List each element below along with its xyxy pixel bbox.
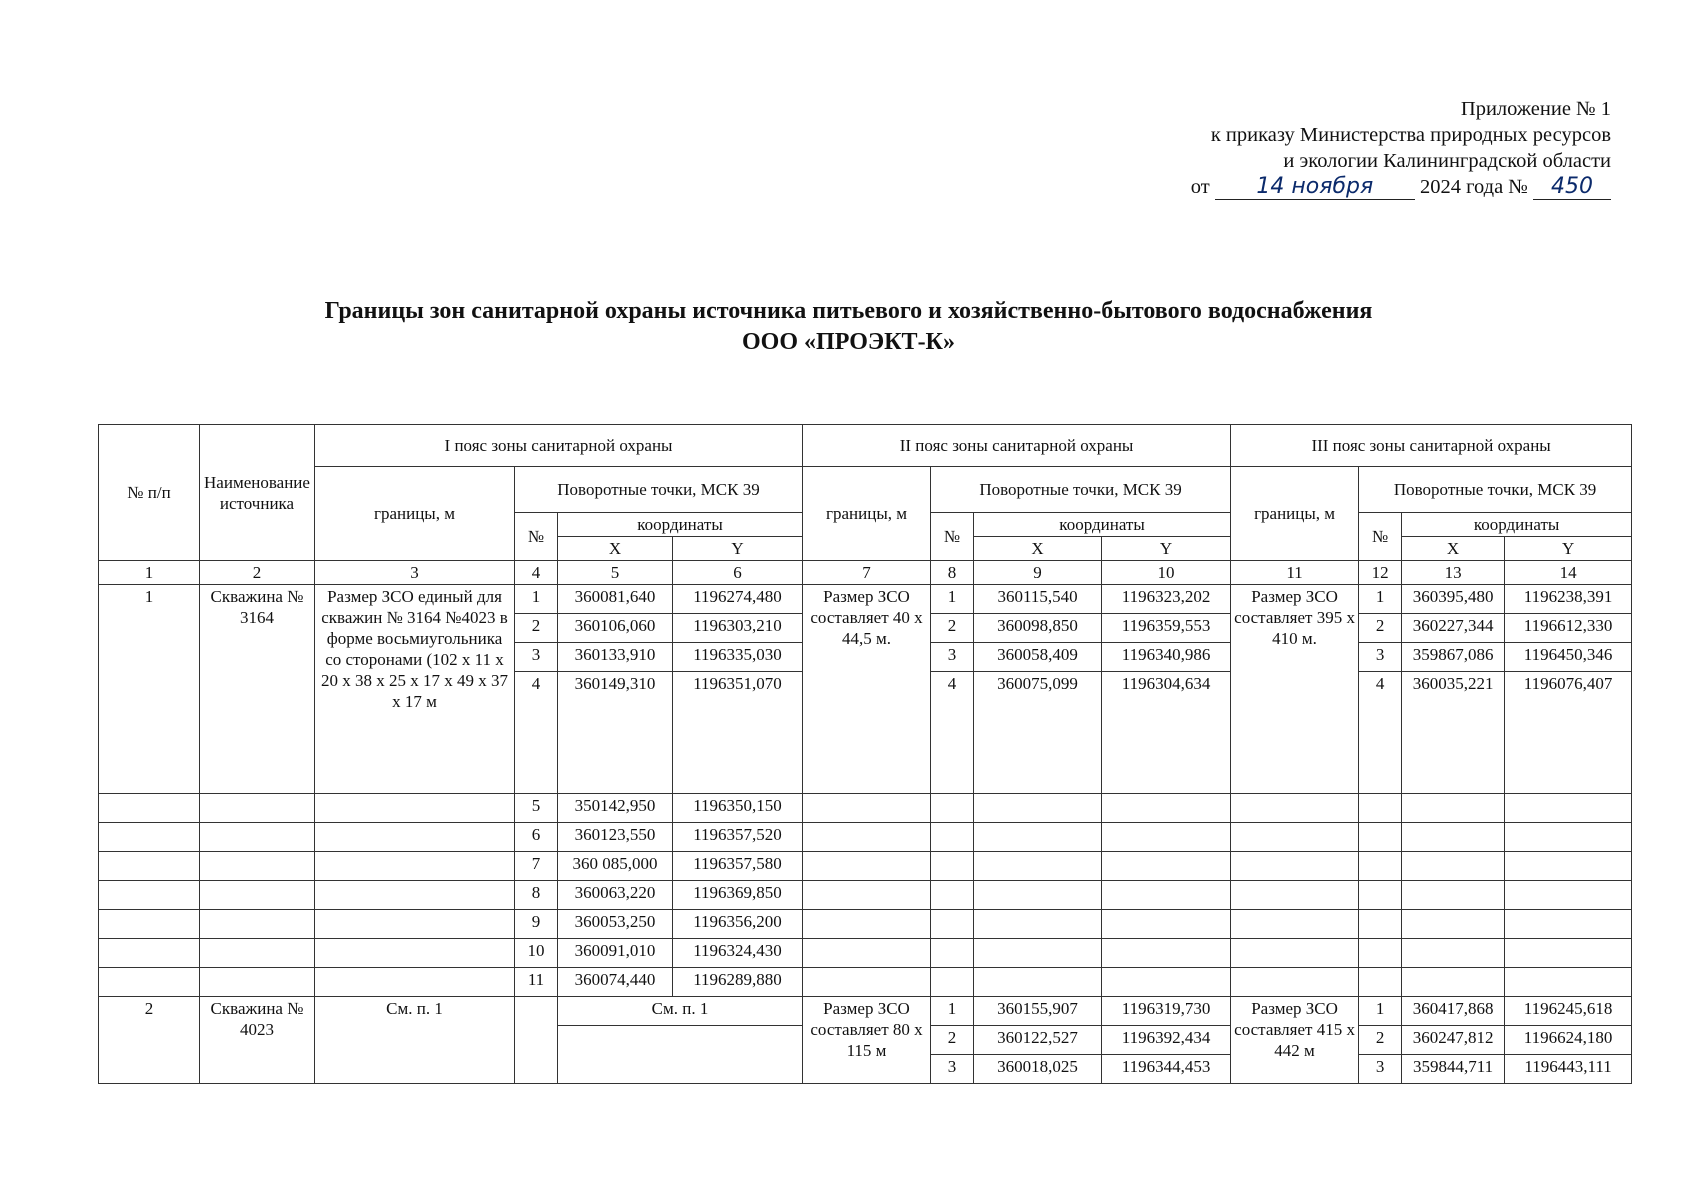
- belt1-point-no: 5: [515, 794, 558, 823]
- belt3-point-y: 1196443,111: [1505, 1055, 1632, 1084]
- col-number: 3: [315, 561, 515, 585]
- belt1-point-no: 7: [515, 852, 558, 881]
- belt1-point-x: 360123,550: [558, 823, 673, 852]
- belt3-point-no: 1: [1359, 585, 1402, 614]
- appendix-header: [1191, 96, 1611, 200]
- table-row: [99, 939, 1632, 968]
- header-belt1-x: X: [558, 537, 673, 561]
- appendix-line-3: и экологии Калининградской области: [1283, 150, 1611, 172]
- belt1-point-x: 360074,440: [558, 968, 673, 997]
- table-row: [99, 968, 1632, 997]
- from-prefix: от: [1190, 176, 1210, 198]
- belt3-point-y: 1196450,346: [1505, 643, 1632, 672]
- title-line-1: Границы зон санитарной охраны источника питьевого и хозяйственно-бытового водоснабжения: [324, 298, 1373, 324]
- header-belt2-points: Поворотные точки, МСК 39: [931, 467, 1231, 513]
- belt1-point-y: 1196324,430: [673, 939, 803, 968]
- row2-belt1-bounds: См. п. 1: [315, 997, 515, 1084]
- belt1-point-x: 360106,060: [558, 614, 673, 643]
- belt1-point-y: 1196289,880: [673, 968, 803, 997]
- table-row: [99, 881, 1632, 910]
- header-source-name: Наименование источника: [200, 425, 315, 561]
- belt2-point-no: 2: [931, 1026, 974, 1055]
- handwritten-number: 450: [1533, 175, 1611, 200]
- belt3-point-y: 1196612,330: [1505, 614, 1632, 643]
- row2-belt1-points-ref: См. п. 1: [558, 997, 803, 1026]
- belt1-point-y: 1196350,150: [673, 794, 803, 823]
- col-number: 7: [803, 561, 931, 585]
- belt3-point-no: 2: [1359, 1026, 1402, 1055]
- belt1-point-y: 1196335,030: [673, 643, 803, 672]
- belt3-point-y: 1196624,180: [1505, 1026, 1632, 1055]
- col-number: 5: [558, 561, 673, 585]
- belt1-point-x: 360091,010: [558, 939, 673, 968]
- belt3-point-no: 4: [1359, 672, 1402, 794]
- belt1-point-y: 1196357,520: [673, 823, 803, 852]
- belt3-point-x: 360227,344: [1402, 614, 1505, 643]
- appendix-date-line: [1191, 174, 1611, 200]
- header-belt1: I пояс зоны санитарной охраны: [315, 425, 803, 467]
- col-number: 6: [673, 561, 803, 585]
- belt2-point-x: 360115,540: [974, 585, 1102, 614]
- row2-num: 2: [99, 997, 200, 1084]
- header-belt3: III пояс зоны санитарной охраны: [1231, 425, 1632, 467]
- table-row: [99, 794, 1632, 823]
- belt1-point-x: 360081,640: [558, 585, 673, 614]
- row1-num: 1: [99, 585, 200, 794]
- belt1-point-y: 1196274,480: [673, 585, 803, 614]
- belt2-point-y: 1196304,634: [1102, 672, 1231, 794]
- belt2-point-x: 360155,907: [974, 997, 1102, 1026]
- row2-source-name: Скважина № 4023: [200, 997, 315, 1084]
- belt2-point-y: 1196340,986: [1102, 643, 1231, 672]
- belt2-point-x: 360122,527: [974, 1026, 1102, 1055]
- belt2-point-y: 1196392,434: [1102, 1026, 1231, 1055]
- belt1-point-no: 9: [515, 910, 558, 939]
- header-belt3-bounds: границы, м: [1231, 467, 1359, 561]
- belt1-point-x: 360149,310: [558, 672, 673, 794]
- belt1-point-no: 10: [515, 939, 558, 968]
- header-belt2-coords: координаты: [974, 513, 1231, 537]
- belt1-point-y: 1196303,210: [673, 614, 803, 643]
- belt3-point-y: 1196238,391: [1505, 585, 1632, 614]
- header-belt3-y: Y: [1505, 537, 1632, 561]
- belt2-point-x: 360098,850: [974, 614, 1102, 643]
- belt2-point-y: 1196323,202: [1102, 585, 1231, 614]
- column-number-row: [99, 561, 1632, 585]
- belt1-point-x: 360 085,000: [558, 852, 673, 881]
- col-number: 4: [515, 561, 558, 585]
- belt2-point-no: 3: [931, 1055, 974, 1084]
- belt2-point-no: 2: [931, 614, 974, 643]
- belt1-point-y: 1196357,580: [673, 852, 803, 881]
- belt3-point-no: 3: [1359, 643, 1402, 672]
- col-number: 11: [1231, 561, 1359, 585]
- belt1-point-no: 11: [515, 968, 558, 997]
- belt2-point-x: 360075,099: [974, 672, 1102, 794]
- appendix-line-2: к приказу Министерства природных ресурсов: [1210, 124, 1611, 146]
- table-row: [99, 910, 1632, 939]
- col-number: 10: [1102, 561, 1231, 585]
- table-row: [99, 585, 1632, 614]
- belt2-point-y: 1196344,453: [1102, 1055, 1231, 1084]
- col-number: 8: [931, 561, 974, 585]
- row1-belt3-bounds: Размер ЗСО составляет 395 х 410 м.: [1231, 585, 1359, 794]
- row2-belt3-bounds: Размер ЗСО составляет 415 х 442 м: [1231, 997, 1359, 1084]
- header-belt2: II пояс зоны санитарной охраны: [803, 425, 1231, 467]
- belt3-point-no: 1: [1359, 997, 1402, 1026]
- header-num: № п/п: [99, 425, 200, 561]
- belt1-point-y: 1196356,200: [673, 910, 803, 939]
- appendix-line-1: Приложение № 1: [1460, 98, 1611, 120]
- col-number: 9: [974, 561, 1102, 585]
- belt3-point-x: 359867,086: [1402, 643, 1505, 672]
- belt3-point-no: 3: [1359, 1055, 1402, 1084]
- row1-source-name: Скважина № 3164: [200, 585, 315, 794]
- handwritten-date: 14 ноября: [1215, 175, 1415, 200]
- document-title: [0, 296, 1697, 358]
- header-belt3-points: Поворотные точки, МСК 39: [1359, 467, 1632, 513]
- belt1-point-no: 4: [515, 672, 558, 794]
- header-belt2-no: №: [931, 513, 974, 561]
- row2-belt2-bounds: Размер ЗСО составляет 80 х 115 м: [803, 997, 931, 1084]
- year-text: 2024 года №: [1419, 176, 1528, 198]
- zso-table: [98, 424, 1632, 1084]
- belt2-point-no: 1: [931, 585, 974, 614]
- belt3-point-x: 360035,221: [1402, 672, 1505, 794]
- header-belt3-coords: координаты: [1402, 513, 1632, 537]
- belt1-point-y: 1196351,070: [673, 672, 803, 794]
- header-belt3-x: X: [1402, 537, 1505, 561]
- col-number: 13: [1402, 561, 1505, 585]
- belt1-point-x: 360053,250: [558, 910, 673, 939]
- table-row: [99, 997, 1632, 1026]
- belt3-point-x: 360247,812: [1402, 1026, 1505, 1055]
- belt2-point-no: 1: [931, 997, 974, 1026]
- belt3-point-y: 1196076,407: [1505, 672, 1632, 794]
- header-belt1-no: №: [515, 513, 558, 561]
- belt2-point-x: 360018,025: [974, 1055, 1102, 1084]
- belt1-point-x: 360133,910: [558, 643, 673, 672]
- table-row: [99, 823, 1632, 852]
- header-belt1-points: Поворотные точки, МСК 39: [515, 467, 803, 513]
- header-belt1-coords: координаты: [558, 513, 803, 537]
- row1-belt1-bounds: Размер ЗСО единый для скважин № 3164 №4023 в форме восьмиугольника со сторонами (102 х 11 х 20 х 38 х 25 х 17 х 49 х 37 х 17 м: [315, 585, 515, 794]
- belt1-point-no: 1: [515, 585, 558, 614]
- header-belt3-no: №: [1359, 513, 1402, 561]
- belt2-point-no: 4: [931, 672, 974, 794]
- belt3-point-x: 360417,868: [1402, 997, 1505, 1026]
- belt3-point-y: 1196245,618: [1505, 997, 1632, 1026]
- belt2-point-y: 1196319,730: [1102, 997, 1231, 1026]
- belt1-point-no: 3: [515, 643, 558, 672]
- belt1-point-x: 350142,950: [558, 794, 673, 823]
- header-belt1-y: Y: [673, 537, 803, 561]
- belt1-point-no: 6: [515, 823, 558, 852]
- belt3-point-x: 360395,480: [1402, 585, 1505, 614]
- belt1-point-no: 2: [515, 614, 558, 643]
- table-row: [99, 852, 1632, 881]
- belt2-point-no: 3: [931, 643, 974, 672]
- belt2-point-y: 1196359,553: [1102, 614, 1231, 643]
- belt1-point-y: 1196369,850: [673, 881, 803, 910]
- header-belt2-bounds: границы, м: [803, 467, 931, 561]
- belt1-point-no: 8: [515, 881, 558, 910]
- belt2-point-x: 360058,409: [974, 643, 1102, 672]
- header-belt2-y: Y: [1102, 537, 1231, 561]
- header-belt2-x: X: [974, 537, 1102, 561]
- belt1-point-x: 360063,220: [558, 881, 673, 910]
- belt3-point-no: 2: [1359, 614, 1402, 643]
- col-number: 1: [99, 561, 200, 585]
- title-line-2: ООО «ПРОЭКТ-К»: [742, 329, 955, 355]
- col-number: 12: [1359, 561, 1402, 585]
- row1-belt2-bounds: Размер ЗСО составляет 40 х 44,5 м.: [803, 585, 931, 794]
- belt3-point-x: 359844,711: [1402, 1055, 1505, 1084]
- header-belt1-bounds: границы, м: [315, 467, 515, 561]
- col-number: 14: [1505, 561, 1632, 585]
- col-number: 2: [200, 561, 315, 585]
